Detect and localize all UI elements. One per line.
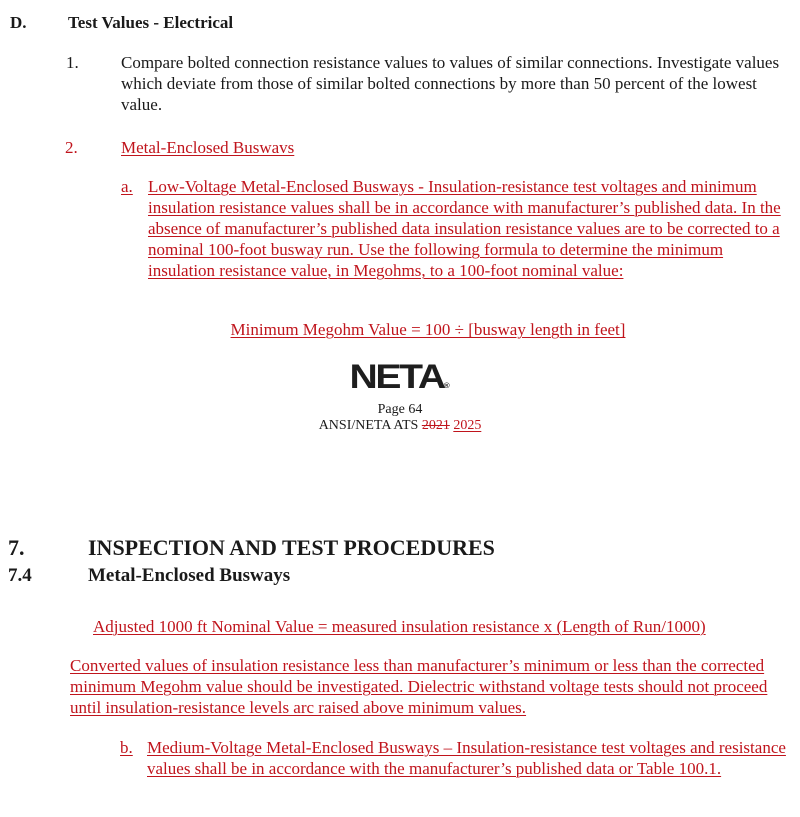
item-a-text: Low-Voltage Metal-Enclosed Busways - Insulation-resistance test voltages and minimum insulation resistance values shall be in accordance with manufacturer’s published data. In the absence of manufacturer’s published data insulation resistance values are to be corrected to a nominal 100-foot busway run. Use the following formula to determine the minimum insulation resistance value, in Megohms, to a 100-foot nominal value:	[148, 177, 781, 280]
subsection-number: 7.4	[8, 565, 32, 586]
item-1-text: Compare bolted connection resistance values to values of similar connections. Investigate values which deviate from those of similar bolted connections by more than 50 percent of the lowest value.	[121, 53, 780, 114]
section-title: Test Values - Electrical	[68, 13, 234, 32]
item-a-label: a.	[121, 177, 133, 196]
registered-mark: ®	[444, 383, 451, 390]
item-2-number: 2.	[65, 138, 78, 157]
chapter-title: INSPECTION AND TEST PROCEDURES	[88, 535, 495, 560]
adjusted-nominal-formula: Adjusted 1000 ft Nominal Value = measured insulation resistance x (Length of Run/1000)	[93, 617, 706, 636]
item-b-text: Medium-Voltage Metal-Enclosed Busways – Insulation-resistance test voltages and resistance values shall be in accordance with the manufacturer’s published data or Table 100.1.	[147, 738, 786, 778]
standard-line	[0, 417, 800, 434]
standard-name: ANSI/NETA ATS	[318, 418, 419, 433]
page-footer	[0, 360, 800, 434]
subsection-title: Metal-Enclosed Busways	[88, 565, 291, 586]
item-2-title: Metal-Enclosed Buswavs	[121, 138, 295, 157]
section-letter: D.	[10, 13, 27, 32]
new-year-inserted: 2025	[453, 418, 482, 433]
neta-logo: NETA®	[349, 358, 451, 396]
item-b	[120, 737, 790, 779]
old-year-deleted: 2021	[421, 418, 450, 433]
item-2-heading	[65, 137, 294, 158]
item-b-label: b.	[120, 738, 133, 757]
page-number: Page 64	[377, 402, 423, 417]
item-1-number: 1.	[66, 53, 79, 72]
formula-min-text: Minimum Megohm Value = 100 ÷ [busway length in feet]	[230, 320, 626, 339]
converted-values-paragraph: Converted values of insulation resistance less than manufacturer’s minimum or less than the corrected minimum Megohm value should be investigated. Dielectric withstand voltage tests should not proceed until insulation-resistance levels arc raised above minimum values.	[70, 656, 768, 717]
item-a	[121, 176, 791, 281]
minimum-megohm-formula	[0, 319, 800, 340]
chapter-number: 7.	[8, 535, 25, 560]
